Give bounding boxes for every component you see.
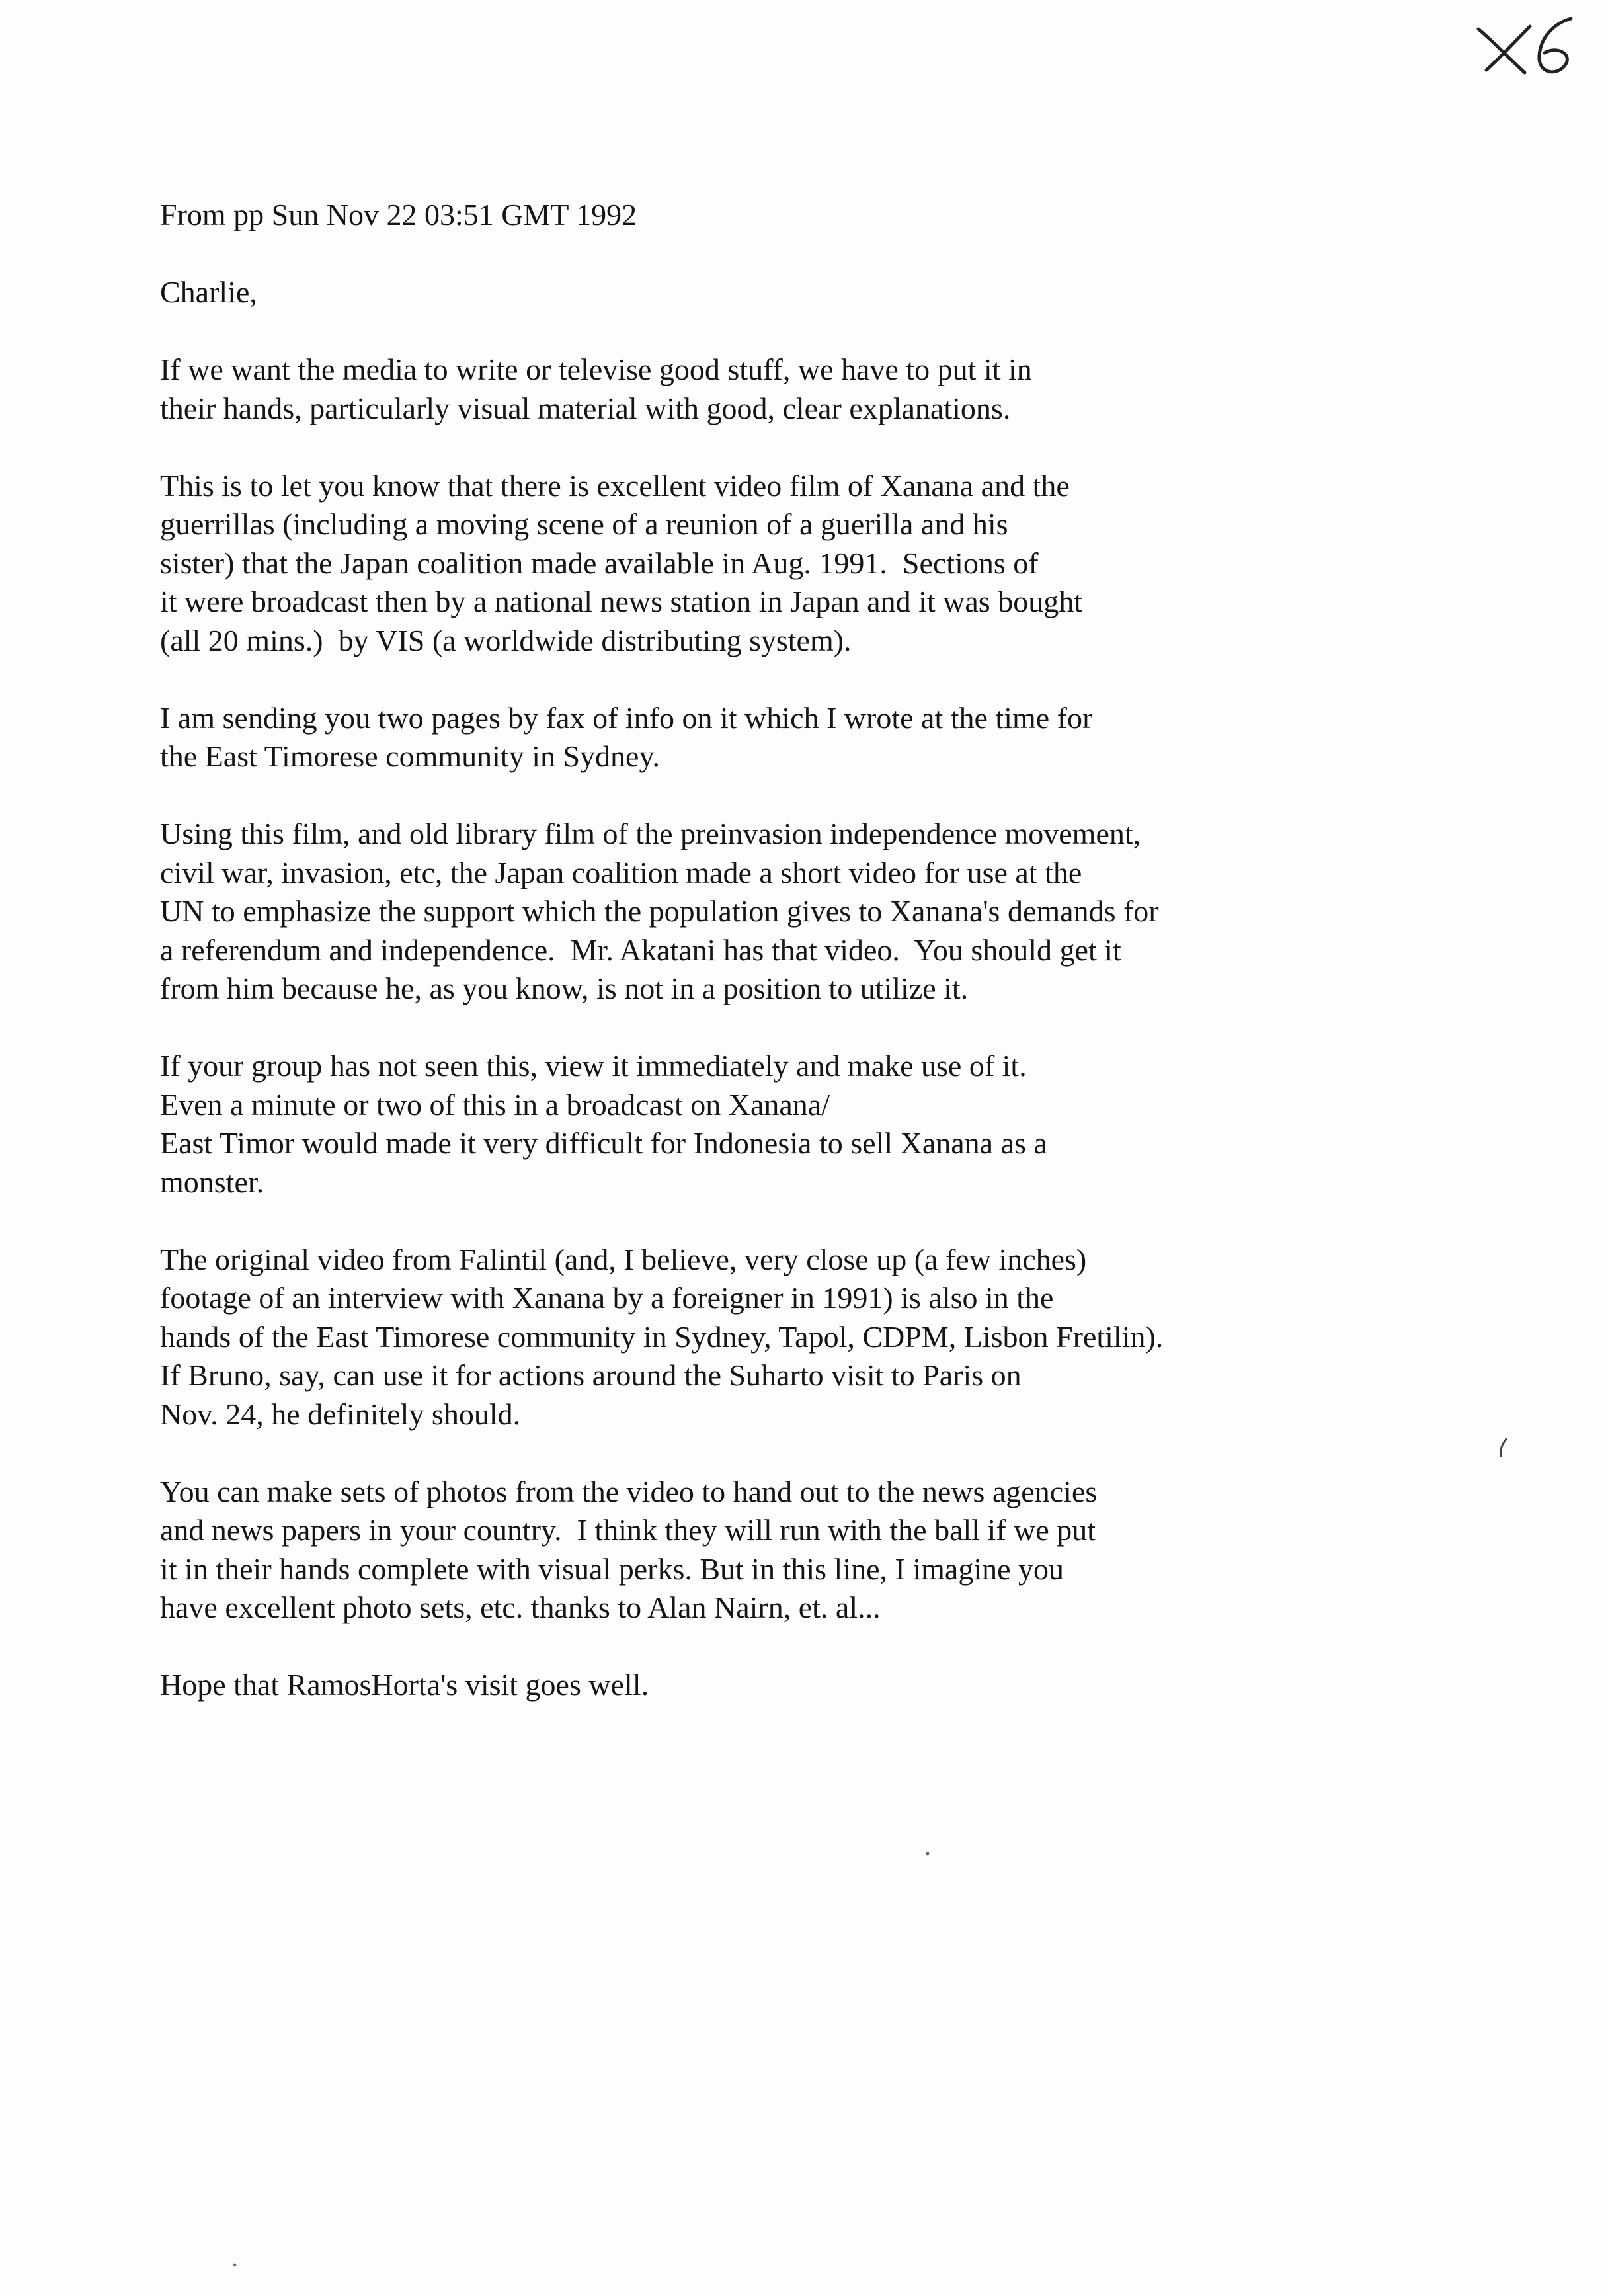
- letter-paragraphs: [160, 312, 1416, 1705]
- handwritten-page-mark: [1467, 9, 1586, 82]
- text-line: sister) that the Japan coalition made available in Aug. 1991. Sections of: [160, 546, 1039, 580]
- text-line: it were broadcast then by a national news station in Japan and it was bought: [160, 585, 1082, 618]
- blank-line: [160, 776, 1416, 815]
- blank-line: [160, 660, 1416, 699]
- blank-line: [160, 312, 1416, 351]
- paragraph: [160, 467, 1416, 661]
- paragraph: [160, 350, 1416, 428]
- blank-line: [160, 428, 1416, 467]
- text-line: If we want the media to write or televise good stuff, we have to put it in: [160, 352, 1032, 386]
- text-line: and news papers in your country. I think they will run with the ball if we put: [160, 1513, 1096, 1547]
- text-line: If your group has not seen this, view it immediately and make use of it.: [160, 1049, 1027, 1083]
- text-line: This is to let you know that there is excellent video film of Xanana and the: [160, 468, 1070, 503]
- letter-salutation: Charlie,: [160, 275, 257, 309]
- text-line: a referendum and independence. Mr. Akatani has that video. You should get it: [160, 932, 1121, 967]
- stray-pen-mark: [1493, 1435, 1513, 1461]
- text-line: I am sending you two pages by fax of info on it which I wrote at the time for: [160, 700, 1093, 735]
- paragraph: [160, 1047, 1416, 1202]
- stray-dot: [924, 1850, 931, 1857]
- text-line: from him because he, as you know, is not in a position to utilize it.: [160, 971, 969, 1005]
- letter-body: [160, 196, 1416, 1705]
- blank-line: [160, 1202, 1416, 1241]
- text-line: If Bruno, say, can use it for actions around the Suharto visit to Paris on: [160, 1358, 1022, 1392]
- text-line: Hope that RamosHorta's visit goes well.: [160, 1668, 649, 1702]
- text-line: (all 20 mins.) by VIS (a worldwide distributing system).: [160, 623, 852, 657]
- blank-line: [160, 1434, 1416, 1473]
- text-line: Even a minute or two of this in a broadcast on Xanana/: [160, 1087, 830, 1122]
- text-line: East Timor would made it very difficult for Indonesia to sell Xanana as a: [160, 1126, 1047, 1160]
- paragraph: [160, 1666, 1416, 1705]
- text-line: Using this film, and old library film of the preinvasion independence movement,: [160, 817, 1141, 850]
- text-line: The original video from Falintil (and, I believe, very close up (a few inches): [160, 1242, 1087, 1276]
- text-line: UN to emphasize the support which the population gives to Xanana's demands for: [160, 894, 1159, 928]
- paragraph: [160, 815, 1416, 1008]
- text-line: their hands, particularly visual material with good, clear explanations.: [160, 391, 1011, 425]
- stray-dot: [231, 2262, 238, 2268]
- blank-line: [160, 1627, 1416, 1666]
- paragraph: [160, 1473, 1416, 1627]
- text-line: it in their hands complete with visual perks. But in this line, I imagine you: [160, 1551, 1065, 1586]
- text-line: have excellent photo sets, etc. thanks to Alan Nairn, et. al...: [160, 1590, 881, 1624]
- text-line: guerrillas (including a moving scene of a reunion of a guerilla and his: [160, 507, 1008, 541]
- blank-line: [160, 235, 1416, 274]
- text-line: Nov. 24, he definitely should.: [160, 1397, 521, 1431]
- paragraph: [160, 1241, 1416, 1434]
- text-line: hands of the East Timorese community in Sydney, Tapol, CDPM, Lisbon Fretilin).: [160, 1319, 1164, 1354]
- letter-header: From pp Sun Nov 22 03:51 GMT 1992: [160, 198, 637, 231]
- text-line: footage of an interview with Xanana by a foreigner in 1991) is also in the: [160, 1281, 1054, 1315]
- text-line: civil war, invasion, etc, the Japan coalition made a short video for use at the: [160, 855, 1082, 889]
- text-line: monster.: [160, 1165, 264, 1199]
- text-line: the East Timorese community in Sydney.: [160, 739, 660, 773]
- blank-line: [160, 1008, 1416, 1047]
- text-line: You can make sets of photos from the video to hand out to the news agencies: [160, 1474, 1098, 1508]
- paragraph: [160, 699, 1416, 776]
